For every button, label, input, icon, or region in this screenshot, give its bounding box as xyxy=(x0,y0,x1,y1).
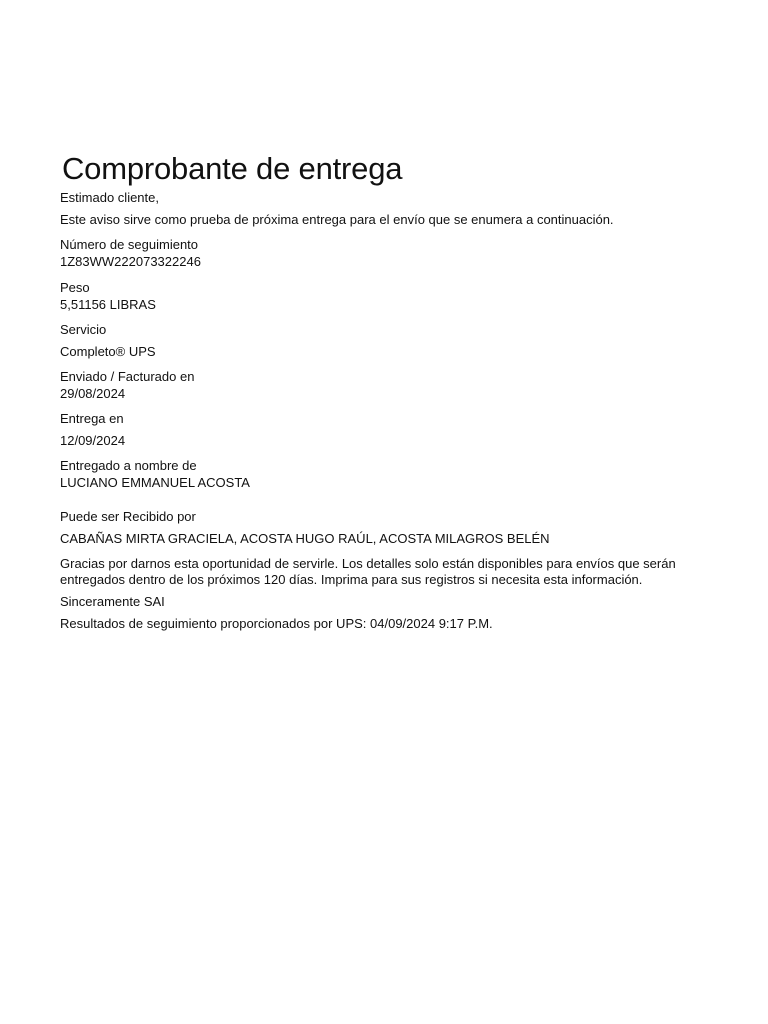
thanks-text: Gracias por darnos esta oportunidad de servirle. Los detalles solo están disponibles para envíos que serán entregados dentro de los próximos 120 días. Imprima para sus registros si necesita esta información. xyxy=(60,556,676,587)
field-label: Puede ser Recibido por xyxy=(60,509,196,524)
field-can-be-received-by xyxy=(60,509,700,547)
page-title: Comprobante de entrega xyxy=(62,151,403,186)
field-shipped-billed xyxy=(60,369,700,402)
field-value: 29/08/2024 xyxy=(60,386,126,401)
field-tracking-number xyxy=(60,237,700,270)
field-label: Número de seguimiento xyxy=(60,237,199,252)
field-delivered-to xyxy=(60,458,700,491)
field-value: Completo® UPS xyxy=(60,344,156,359)
field-label: Peso xyxy=(60,280,90,295)
field-service xyxy=(60,322,700,360)
field-value: 5,51156 LIBRAS xyxy=(60,297,156,312)
field-label: Servicio xyxy=(60,322,107,337)
field-value: CABAÑAS MIRTA GRACIELA, ACOSTA HUGO RAÚL, ACOSTA MILAGROS BELÉN xyxy=(60,531,550,546)
greeting: Estimado cliente, xyxy=(60,190,159,205)
delivery-receipt xyxy=(60,150,700,632)
field-delivery-date xyxy=(60,411,700,449)
field-label: Enviado / Facturado en xyxy=(60,369,195,384)
field-value: 1Z83WW222073322246 xyxy=(60,254,201,269)
intro-text: Este aviso sirve como prueba de próxima entrega para el envío que se enumera a continuación. xyxy=(60,212,614,227)
field-value: 12/09/2024 xyxy=(60,433,126,448)
field-value: LUCIANO EMMANUEL ACOSTA xyxy=(60,475,250,490)
tracking-results-note: Resultados de seguimiento proporcionados por UPS: 04/09/2024 9:17 P.M. xyxy=(60,616,493,631)
field-label: Entrega en xyxy=(60,411,124,426)
signature: Sinceramente SAI xyxy=(60,594,165,609)
field-weight xyxy=(60,280,700,313)
field-label: Entregado a nombre de xyxy=(60,458,197,473)
